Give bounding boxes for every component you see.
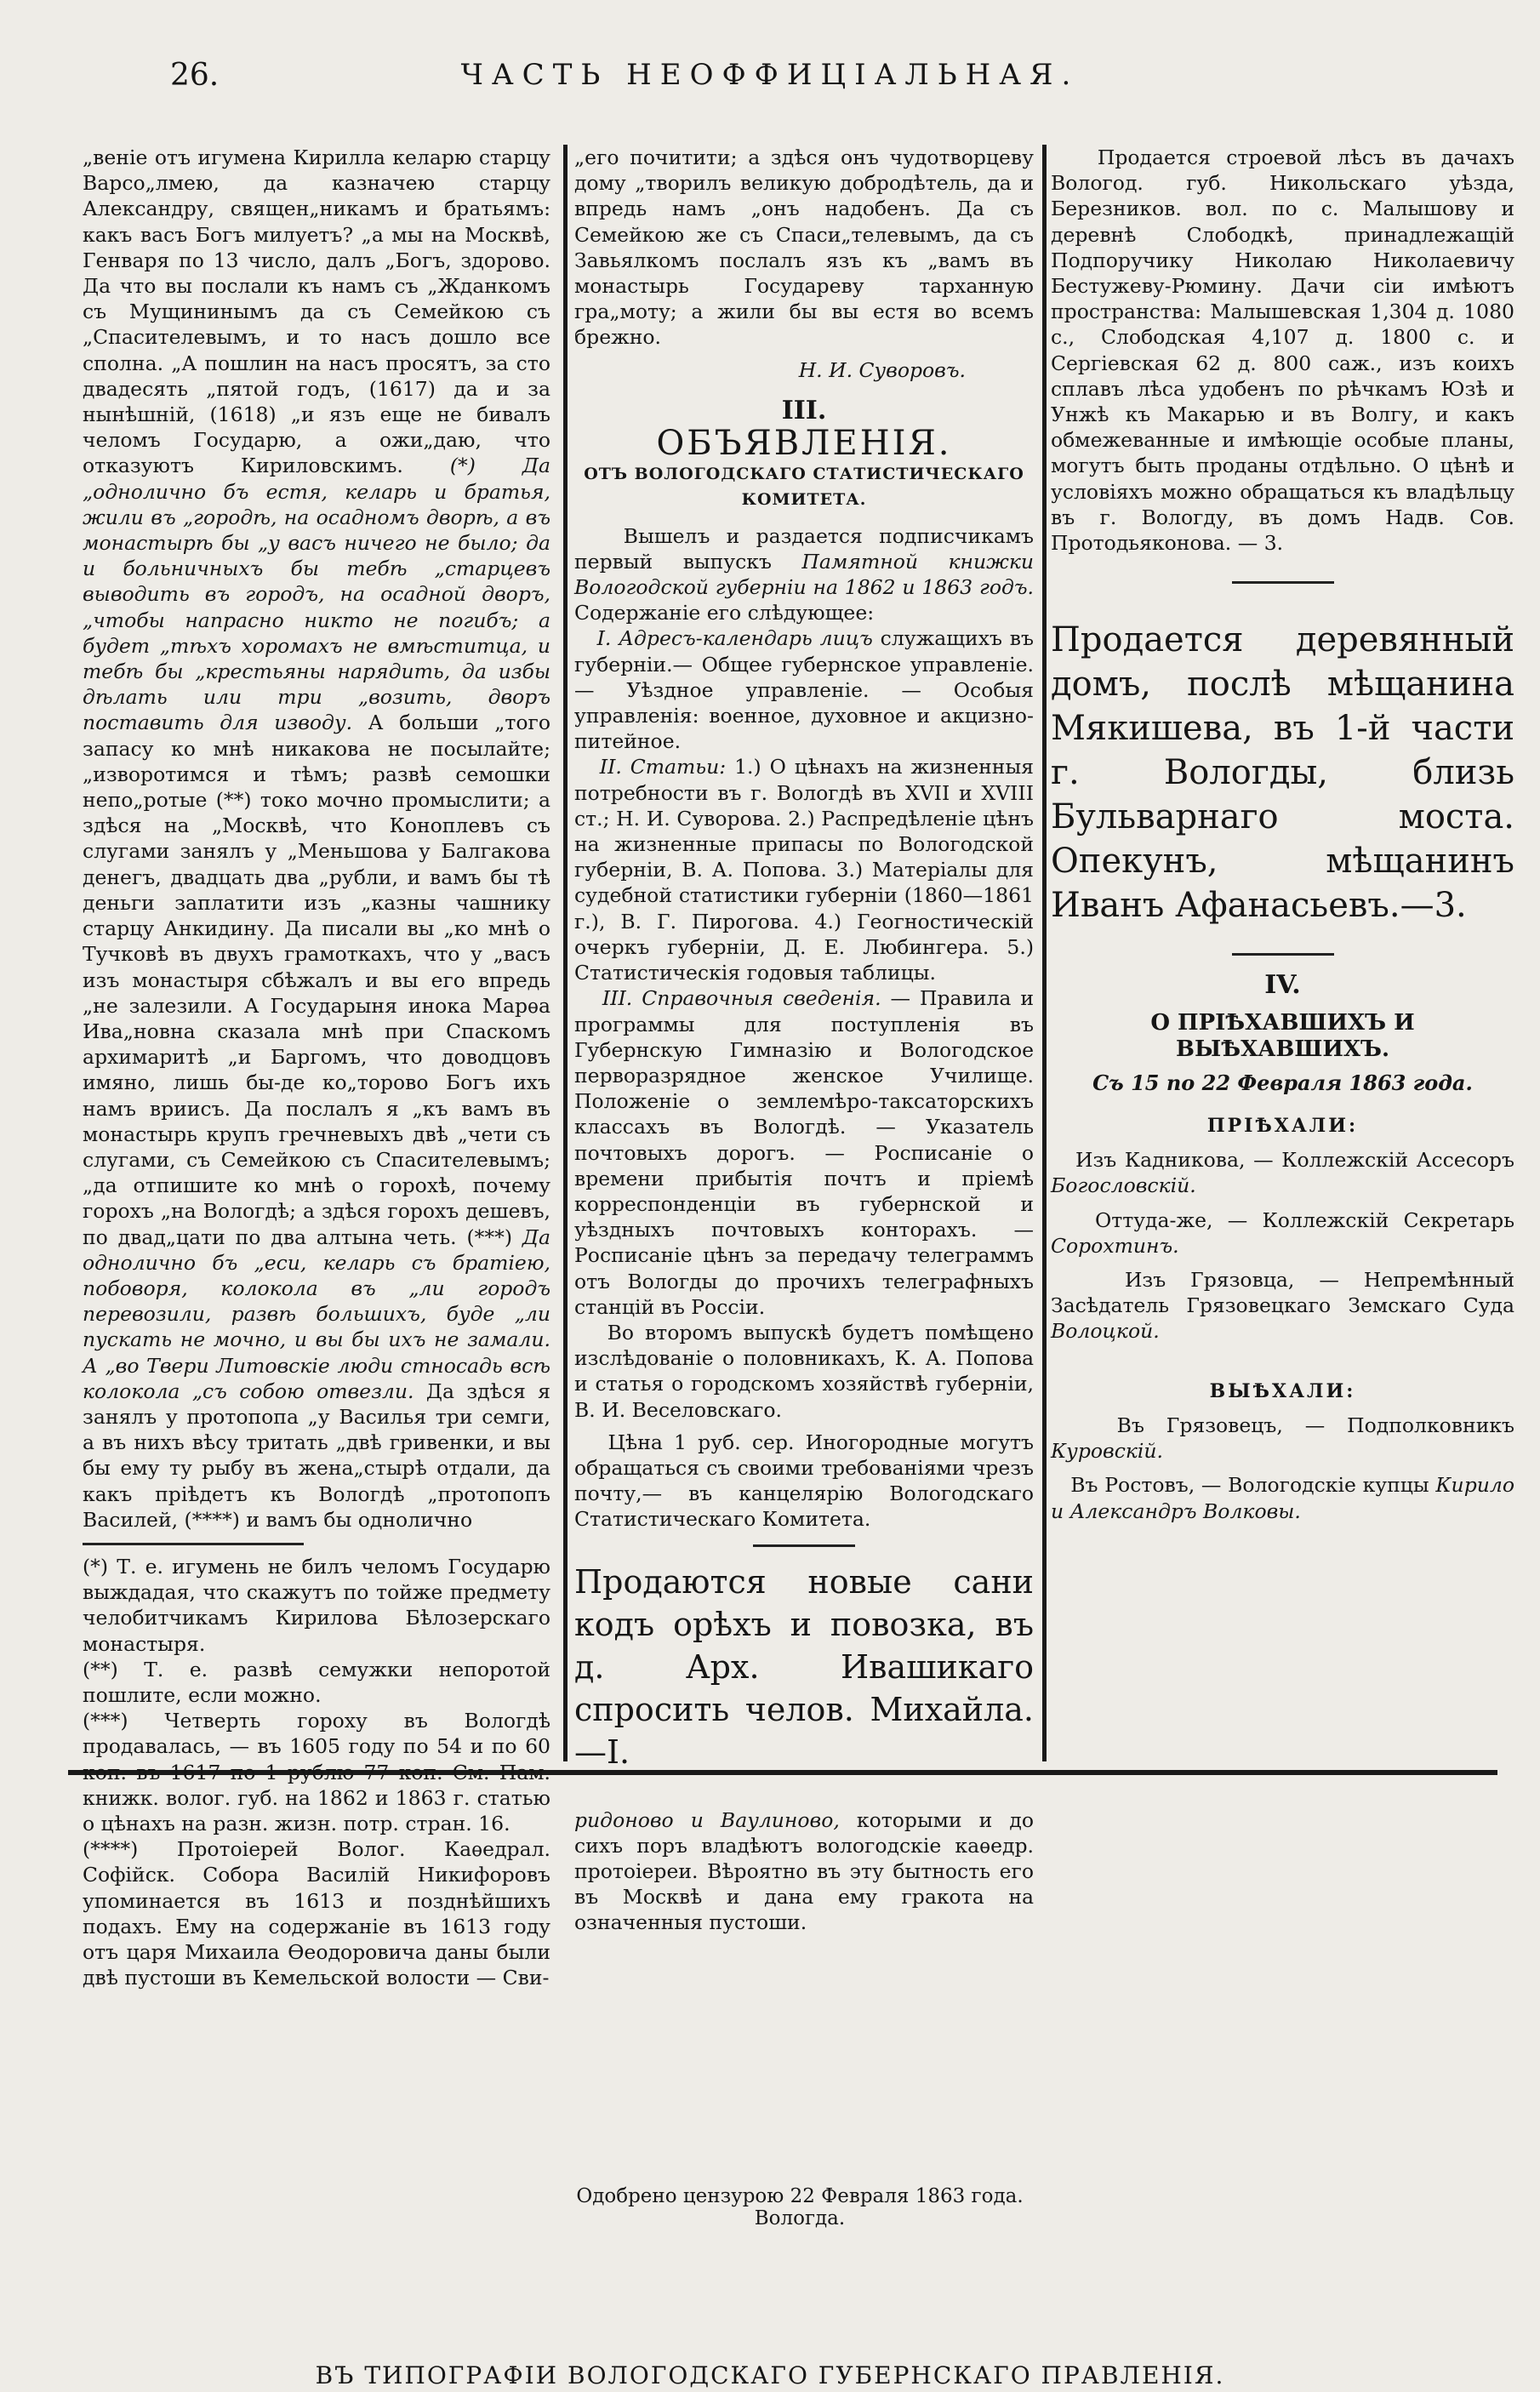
- column-2: [574, 145, 1034, 1936]
- page-header: [51, 49, 1489, 109]
- footnote-4: (****) Протоіерей Волог. Каѳедрал. Софійск. Собора Василій Никифоровъ упоминается въ 1613 и позднѣйшихъ подахъ. Ему на содержаніе въ 1613 году отъ царя Михаила Ѳеодоровича даны были двѣ пустоши въ Кемельской волости — Сви-: [83, 1837, 550, 1990]
- section-number: III.: [781, 395, 827, 425]
- departed-label: ВЫѢХАЛИ:: [1209, 1379, 1356, 1402]
- section-title: О ПРІѢХАВШИХЪ И ВЫѢХАВШИХЪ.: [1150, 1010, 1415, 1062]
- page-number: 26.: [170, 58, 220, 93]
- censorship-note: Одобрено цензурою 22 Февраля 1863 года. Вологда.: [576, 2185, 1024, 2229]
- footnote-rule: [83, 1543, 304, 1545]
- section-title: ОБЪЯВЛЕНІЯ.: [656, 424, 952, 464]
- arrival-entry: Оттуда-же, — Коллежскій Секретарь Сорохтинъ.: [1051, 1207, 1514, 1258]
- column-1: [83, 145, 550, 1990]
- separator: [753, 1544, 855, 1547]
- announcement-part-1: I. Адресъ-календарь лицъ служащихъ въ губерніи.— Общее губернское управленіе. — Уѣздное управленіе. — Особыя управленія: военное, духовное и акцизно-питейное.: [574, 626, 1034, 754]
- separator: [1232, 953, 1334, 956]
- footnote-4-continued: ридоново и Ваулиново, которыми и до сихъ поръ владѣютъ вологодскіе каѳедр. протоіереи. Вѣроятно въ эту бытность его въ Москвѣ и дана ему гракота на означенныя пустоши.: [574, 1807, 1034, 1935]
- footnote-3: (***) Четверть гороху въ Вологдѣ продавалась, — въ 1605 году по 54 и по 60 коп. въ 1617 по 1 рублю 77 коп. См. Пам. книжк. волог. губ. на 1862 и 1863 г. статью о цѣнахъ на разн. жизн. потр. стран. 16.: [83, 1709, 550, 1835]
- departure-entry: Въ Ростовъ, — Вологодскіе купцы Кирило и Александръ Волковы.: [1051, 1473, 1514, 1523]
- author-signature: Н. И. Суворовъ.: [798, 357, 966, 382]
- announcement-price: Цѣна 1 руб. сер. Иногородные могутъ обращаться съ своими требованіями чрезъ почту,— въ канцелярію Вологодскаго Статистическаго Комитета.: [574, 1430, 1034, 1532]
- section-subtitle: ОТЪ ВОЛОГОДСКАГО СТАТИСТИЧЕСКАГО КОМИТЕТА.: [584, 465, 1024, 510]
- section-number: IV.: [1264, 970, 1301, 1001]
- announcement-part-3: III. Справочныя сведенія. — Правила и программы для поступленія въ Губернскую Гимназію и Вологодское перворазрядное женское Училище. Положеніе о землемѣро-таксаторскихъ классахъ въ Вологдѣ. — Указатель почтовыхъ дорогъ. — Росписаніе о времени прибытія почтъ и пріемѣ корреспонденціи въ губернской и уѣздныхъ почтовыхъ конторахъ. — Росписаніе цѣнъ за передачу телеграммъ отъ Вологды до прочихъ телеграфныхъ станцій въ Россіи.: [574, 986, 1034, 1319]
- footnote-1: (*) Т. е. игумень не билъ челомъ Государю выждадая, что скажутъ по тойже предмету челобитчикамъ Кирилова Бѣлозерскаго монастыря.: [83, 1554, 550, 1656]
- arrival-entry: Изъ Кадникова, — Коллежскій Ассесоръ Богословскій.: [1051, 1148, 1514, 1198]
- letter-text: „веніе отъ игумена Кирилла келарю старцу Варсо„лмею, да казначею старцу Александру, священ„никамъ и братьямъ: какъ васъ Богъ милуетъ? „а мы на Москвѣ, Генваря по 13 число, далъ „Богъ, здорово. Да что вы послали къ намъ съ „Жданкомъ съ Мущининымъ да съ Семейкою съ „Спасителевымъ, и то насъ дошло все сполна. „А пошлин на насъ просятъ, за сто двадесять „пятой годъ, (1617) да и за нынѣшній, (1618) „и язъ еще не бивалъ челомъ Государю, а ожи„даю, что отказуютъ Кириловскимъ. (*) Да „однолично бъ естя, келарь и братья, жили въ „городѣ, на осадномъ дворѣ, а въ монастырѣ бы „у васъ ничего не было; да и больничныхъ бы тебѣ „старцевъ выводить въ городъ, на осадной дворъ, „чтобы напрасно никто не погибъ; а будет „тѣхъ хоромахъ не вмѣститца, и тебѣ бы „крестьяны нарядить, да избы дѣлать или три „возить, дворъ поставить для изводу. А больши „того запасу ко мнѣ никакова не посылайте; „изворотимся и тѣмъ; развѣ семошки непо„ротые (**) токо мочно промыслити; а здѣся на „Москвѣ, что Коноплевъ съ слугами занялъ у „Меньшова у Балгакова денегъ, двадцать два „рубли, и вамъ бы тѣ деньги заплатити изъ „казны чашнику старцу Анкидину. Да писали вы „ко мнѣ о Тучковѣ въ двухъ грамоткахъ, что у „васъ изъ монастыря сбѣжалъ и вы его впредь „не залезили. А Государыня инока Марѳа Ива„новна сказала мнѣ при Спаскомъ архимаритѣ „и Баргомъ, что доводцовъ имяно, лишь бы-де ко„торово Богъ ихъ намъ вриисъ. Да послалъ я „къ вамъ въ монастырь крупъ гречневыхъ двѣ „чети съ слугами, съ Семейкою съ Спасителевымъ; „да отпишите ко мнѣ о горохѣ, почему горохъ „на Вологдѣ; а здѣся горохъ дешевъ, по двад„цати по два алтына четь. (***) Да однолично бъ „еси, келарь съ братіею, побоворя, колокола въ „ли городъ перевозили, развѣ большихъ, буде „ли пускать не мочно, и вы бы ихъ не замали. А „во Твери Литовскіе люди стносадь всѣ колокола „съ собою отвезли. Да здѣся я занялъ у протопопа „у Василья три семги, а въ нихъ вѣсу тритать „двѣ гривенки, и вы бы ему ту рыбу въ жена„стырѣ отдали, да какъ пріѣдетъ къ Вологдѣ „протопопъ Василей, (****) и вамъ бы однолично: [83, 146, 551, 1532]
- column-3: [1051, 145, 1514, 1524]
- footnote-2: (**) Т. е. развѣ семужки непоротой пошлите, если можно.: [83, 1657, 550, 1707]
- advert-timber: Продается строевой лѣсъ въ дачахъ Вологод. губ. Никольскаго уѣзда, Березников. вол. по с. Малышову и деревнѣ Слободкѣ, принадлежащій Подпоручику Николаю Николаевичу Бестужеву-Рюмину. Дачи сіи имѣютъ пространства: Малышевская 1,304 д. 1080 с., Слободская 4,107 д. 1800 с. и Сергіевская 62 д. 800 саж., изъ коихъ сплавъ лѣса удобенъ по рѣчкамъ Юзѣ и Унжѣ къ Макарью и въ Волгу, и какъ обмежеванные и имѣющіе особые планы, могутъ быть проданы отдѣльно. О цѣнѣ и условіяхъ можно обращаться къ владѣльцу въ г. Вологду, въ домъ Надв. Сов. Протодьяконова. — 3.: [1051, 146, 1514, 556]
- arrived-label: ПРІѢХАЛИ:: [1206, 1115, 1359, 1138]
- announcement-second-issue: Во второмъ выпускѣ будетъ помѣщено изслѣдованіе о половникахъ, К. А. Попова и статья о городскомъ хозяйствѣ губерніи, В. И. Веселовскаго.: [574, 1320, 1034, 1422]
- advert-sleigh: Продаются новые сани кодъ орѣхъ и повозка, въ д. Арх. Ивашикаго спросить челов. Михайла.—I.: [574, 1562, 1034, 1771]
- page-title: ЧАСТЬ НЕОФФИЦІАЛЬНАЯ.: [460, 58, 1080, 92]
- arrival-entry: Изъ Грязовца, — Непремѣнный Засѣдатель Грязовецкаго Земскаго Суда Волоцкой.: [1051, 1268, 1514, 1344]
- printer-imprint: ВЪ ТИПОГРАФІИ ВОЛОГОДСКАГО ГУБЕРНСКАГО ПРАВЛЕНІЯ.: [315, 2361, 1225, 2389]
- announcement-intro: Вышелъ и раздается подписчикамъ первый выпускъ Памятной книжки Вологодской губерніи на 1862 и 1863 годъ. Содержаніе его слѣдующее:: [574, 523, 1035, 625]
- column-rule-left: [563, 145, 568, 1761]
- announcement-part-2: II. Статьи: 1.) О цѣнахъ на жизненныя потребности въ г. Вологдѣ въ XVII и XVIII ст.; Н. И. Суворова. 2.) Распредѣленіе цѣнъ на жизненные припасы по Вологодской губерніи, В. А. Попова. 3.) Матеріалы для судебной статистики губерніи (1860—1861 г.), В. Г. Пирогова. 4.) Геогностическій очеркъ губерніи, Д. Е. Любингера. 5.) Статистическія годовыя таблицы.: [574, 755, 1034, 985]
- departure-entry: Въ Грязовецъ, — Подполковникъ Куровскій.: [1051, 1413, 1514, 1464]
- column-rule-right: [1042, 145, 1047, 1761]
- advert-house: Продается деревянный домъ, послѣ мѣщанина Мякишева, въ 1-й части г. Вологды, близь Бульварнаго моста. Опекунъ, мѣщанинъ Иванъ Афанасьевъ.—3.: [1051, 620, 1514, 926]
- separator: [1232, 581, 1334, 584]
- letter-end: „его почитити; а здѣся онъ чудотворцеву дому „творилъ великую добродѣтель, да и впредь намъ „онъ надобенъ. Да съ Семейкою же съ Спаси„телевымъ, да съ Завьялкомъ послалъ язъ къ „вамъ въ монастырь Государеву тарханную гра„моту; а жили бы вы естя во всемъ брежно.: [574, 146, 1034, 350]
- date-range: Съ 15 по 22 Февраля 1863 года.: [1092, 1070, 1473, 1095]
